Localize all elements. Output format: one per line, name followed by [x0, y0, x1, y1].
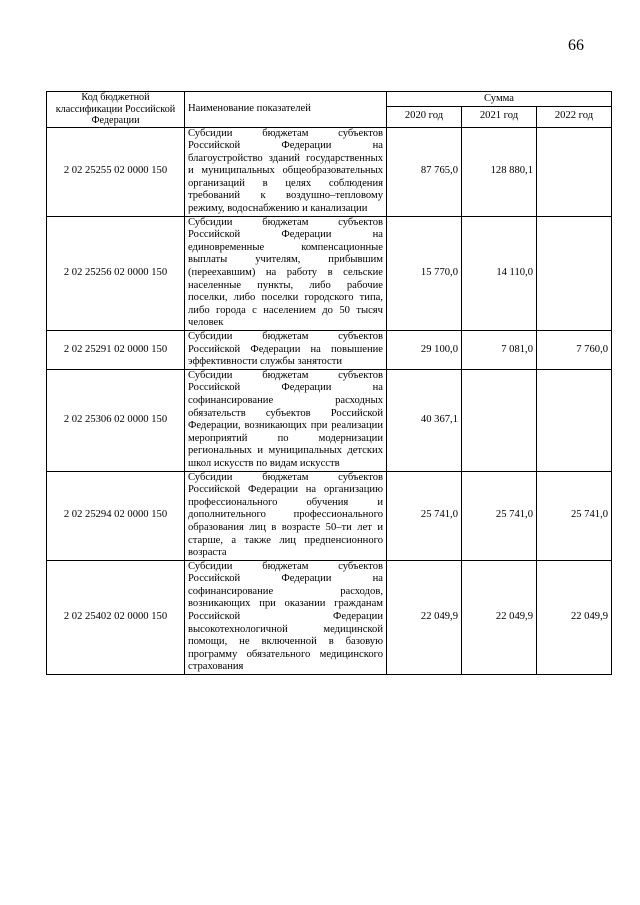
row-value-2020: 22 049,9 [387, 560, 462, 674]
row-value-2022: 22 049,9 [537, 560, 612, 674]
row-value-2022: 25 741,0 [537, 471, 612, 560]
row-value-2020: 29 100,0 [387, 331, 462, 370]
row-value-2021: 128 880,1 [462, 127, 537, 216]
header-code: Код бюджетной классификации Российской Федерации [47, 92, 185, 128]
row-code: 2 02 25255 02 0000 150 [47, 127, 185, 216]
row-value-2021: 14 110,0 [462, 216, 537, 330]
table-row [47, 471, 612, 560]
page-number: 66 [568, 37, 584, 54]
row-value-2020: 87 765,0 [387, 127, 462, 216]
table-row [47, 127, 612, 216]
row-name: Субсидии бюджетам субъектов Российской Федерации на благоустройство зданий государственных и муниципальных общеобразовательных организаций в целях соблюдения требований к воздушно–тепловому режиму, водоснабжению и канализации [185, 127, 387, 216]
header-year-2022: 2022 год [537, 107, 612, 127]
table-row [47, 331, 612, 370]
row-value-2021: 22 049,9 [462, 560, 537, 674]
row-value-2022 [537, 127, 612, 216]
row-value-2021: 25 741,0 [462, 471, 537, 560]
row-code: 2 02 25294 02 0000 150 [47, 471, 185, 560]
row-code: 2 02 25402 02 0000 150 [47, 560, 185, 674]
table-row [47, 369, 612, 471]
row-value-2022: 7 760,0 [537, 331, 612, 370]
row-name: Субсидии бюджетам субъектов Российской Федерации на единовременные компенсационные выплаты учителям, прибывшим (переехавшим) на работу в сельские населенные пункты, либо рабочие поселки, либо поселки городского типа, либо города с населением до 50 тысяч человек [185, 216, 387, 330]
row-value-2021 [462, 369, 537, 471]
budget-table [46, 91, 612, 675]
header-sum: Сумма [387, 92, 612, 107]
row-name: Субсидии бюджетам субъектов Российской Федерации на софинансирование расходных обязательств субъектов Российской Федерации, возникающих при реализации мероприятий по модернизации региональных и муниципальных детских школ искусств по видам искусств [185, 369, 387, 471]
row-name: Субсидии бюджетам субъектов Российской Федерации на повышение эффективности службы занятости [185, 331, 387, 370]
row-code: 2 02 25256 02 0000 150 [47, 216, 185, 330]
header-name: Наименование показателей [185, 92, 387, 128]
header-year-2021: 2021 год [462, 107, 537, 127]
table-row [47, 216, 612, 330]
row-value-2020: 40 367,1 [387, 369, 462, 471]
row-name: Субсидии бюджетам субъектов Российской Федерации на софинансирование расходов, возникающих при оказании гражданам Российской Федерации высокотехнологичной медицинской помощи, не включенной в базовую программу обязательного медицинского страхования [185, 560, 387, 674]
row-value-2020: 25 741,0 [387, 471, 462, 560]
row-value-2021: 7 081,0 [462, 331, 537, 370]
row-value-2020: 15 770,0 [387, 216, 462, 330]
row-value-2022 [537, 216, 612, 330]
row-code: 2 02 25291 02 0000 150 [47, 331, 185, 370]
row-name: Субсидии бюджетам субъектов Российской Федерации на организацию профессионального обучения и дополнительного профессионального образования лиц в возрасте 50–ти лет и старше, а также лиц предпенсионного возраста [185, 471, 387, 560]
table-row [47, 560, 612, 674]
row-value-2022 [537, 369, 612, 471]
header-year-2020: 2020 год [387, 107, 462, 127]
row-code: 2 02 25306 02 0000 150 [47, 369, 185, 471]
